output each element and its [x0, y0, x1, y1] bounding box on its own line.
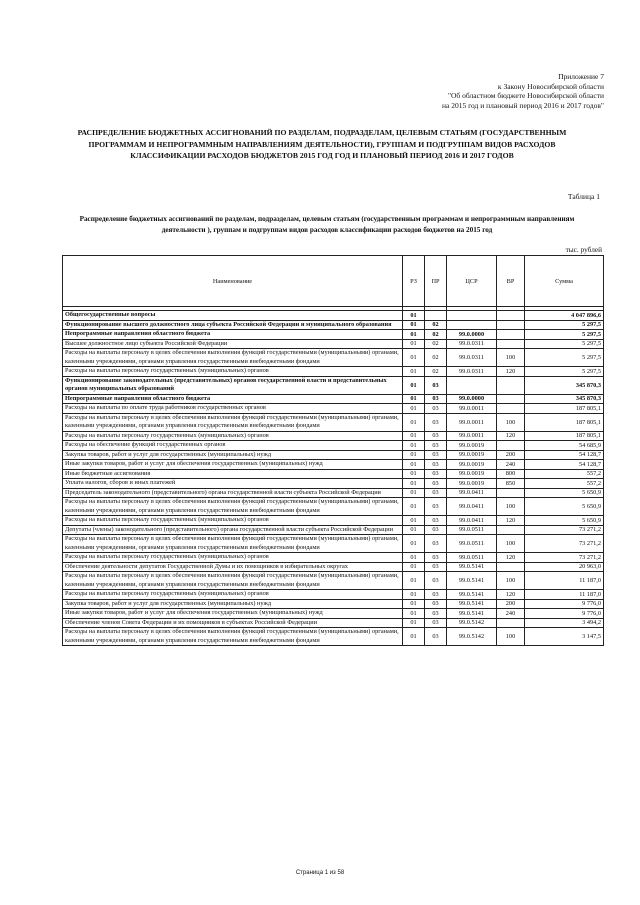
cell-name: Непрограммные направления областного бюджета	[63, 330, 403, 340]
table-row	[63, 349, 604, 367]
cell-sum: 5 650,9	[525, 498, 604, 516]
cell-name: Депутаты (члены) законодательного (представительного) органа государственной власти субъекта Российской Федерации	[63, 525, 403, 535]
appendix-line: на 2015 год и плановый период 2016 и 2017 годов"	[442, 100, 604, 110]
cell-vr	[497, 404, 525, 414]
cell-name: Расходы на обеспечение функций государственных органов	[63, 441, 403, 451]
cell-sum: 345 870,3	[525, 394, 604, 404]
cell-csr: 99.0.0511	[447, 535, 497, 553]
table-row	[63, 562, 604, 572]
cell-sum: 5 297,5	[525, 349, 604, 367]
cell-sum: 11 187,0	[525, 572, 604, 590]
cell-pr: 03	[425, 562, 447, 572]
cell-sum: 73 271,2	[525, 535, 604, 553]
cell-name: Расходы на выплаты персоналу в целях обеспечения выполнения функций государственными (муниципальными) органами, казенными учреждениями, органами управления государственными внебюджетными фондами	[63, 572, 403, 590]
cell-sum: 73 271,2	[525, 553, 604, 563]
appendix-line: "Об областном бюджете Новосибирской области	[447, 91, 604, 100]
cell-rz: 01	[403, 394, 425, 404]
cell-csr: 99.0.0000	[447, 394, 497, 404]
table-label: Таблица 1	[567, 192, 600, 201]
cell-rz: 01	[403, 618, 425, 628]
cell-name: Высшее должностное лицо субъекта Российской Федерации	[63, 339, 403, 349]
cell-vr: 100	[497, 572, 525, 590]
cell-vr	[497, 525, 525, 535]
cell-name: Расходы на выплаты персоналу в целях обеспечения выполнения функций государственными (муниципальными) органами, казенными учреждениями, органами управления государственными внебюджетными фондами	[63, 413, 403, 431]
cell-name: Общегосударственные вопросы	[63, 311, 403, 321]
cell-csr: 99.0.0011	[447, 413, 497, 431]
cell-pr: 03	[425, 404, 447, 414]
document-title: РАСПРЕДЕЛЕНИЕ БЮДЖЕТНЫХ АССИГНОВАНИЙ ПО РАЗДЕЛАМ, ПОДРАЗДЕЛАМ, ЦЕЛЕВЫМ СТАТЬЯМ (ГОСУДАРСТВЕННЫМ ПРОГРАММАМ И НЕПРОГРАММНЫМ НАПРАВЛЕНИЯМ ДЕЯТЕЛЬНОСТИ), ГРУППАМ И ПОДГРУППАМ ВИДОВ РАСХОДОВ КЛАССИФИКАЦИИ РАСХОДОВ БЮДЖЕТОВ 2015 ГОД ГОД И ПЛАНОВЫЙ ПЕРИОД 2016 И 2017 ГОДОВ	[77, 128, 567, 160]
cell-name: Расходы на выплаты персоналу в целях обеспечения выполнения функций государственными (муниципальными) органами, казенными учреждениями, органами управления государственными внебюджетными фондами	[63, 628, 403, 646]
cell-sum: 3 494,2	[525, 618, 604, 628]
cell-vr: 240	[497, 609, 525, 619]
table-row	[63, 553, 604, 563]
cell-rz: 01	[403, 320, 425, 330]
cell-pr: 03	[425, 628, 447, 646]
cell-name: Расходы на выплаты персоналу в целях обеспечения выполнения функций государственными (муниципальными) органами, казенными учреждениями, органами управления государственными внебюджетными фондами	[63, 349, 403, 367]
cell-rz: 01	[403, 488, 425, 498]
cell-rz: 01	[403, 460, 425, 470]
cell-name: Уплата налогов, сборов и иных платежей	[63, 479, 403, 489]
cell-vr: 200	[497, 599, 525, 609]
table-row	[63, 609, 604, 619]
cell-sum: 20 963,0	[525, 562, 604, 572]
cell-rz: 01	[403, 413, 425, 431]
cell-name: Обеспечение членов Совета Федерации и их помощников в субъектах Российской Федерации	[63, 618, 403, 628]
cell-pr: 02	[425, 367, 447, 377]
appendix-line: к Закону Новосибирской области	[497, 81, 604, 91]
table-row	[63, 441, 604, 451]
cell-pr: 03	[425, 498, 447, 516]
cell-csr: 99.0.5141	[447, 562, 497, 572]
cell-csr: 99.0.0311	[447, 339, 497, 349]
cell-rz: 01	[403, 311, 425, 321]
cell-csr: 99.0.0011	[447, 431, 497, 441]
table-row	[63, 450, 604, 460]
cell-rz: 01	[403, 339, 425, 349]
table-row	[63, 330, 604, 340]
cell-vr	[497, 394, 525, 404]
cell-name: Функционирование законодательных (представительных) органов государственной власти и представительных органов муниципальных образований	[63, 376, 403, 394]
cell-vr: 120	[497, 590, 525, 600]
table-row	[63, 376, 604, 394]
cell-pr: 02	[425, 330, 447, 340]
cell-rz: 01	[403, 404, 425, 414]
cell-pr: 03	[425, 516, 447, 526]
cell-rz: 01	[403, 535, 425, 553]
cell-sum: 557,2	[525, 479, 604, 489]
cell-sum: 5 297,5	[525, 339, 604, 349]
appendix-line: Приложение 7	[558, 72, 604, 81]
cell-rz: 01	[403, 525, 425, 535]
cell-rz: 01	[403, 628, 425, 646]
cell-csr: 99.0.0019	[447, 450, 497, 460]
column-header-pr: ПР	[425, 256, 447, 307]
cell-csr: 99.0.5142	[447, 628, 497, 646]
cell-sum: 5 650,9	[525, 488, 604, 498]
units-label: тыс. рублей	[565, 245, 602, 254]
cell-name: Непрограммные направления областного бюджета	[63, 394, 403, 404]
cell-rz: 01	[403, 553, 425, 563]
cell-name: Расходы на выплаты по оплате труда работников государственных органов	[63, 404, 403, 414]
table-row	[63, 628, 604, 646]
cell-vr: 240	[497, 460, 525, 470]
table-row	[63, 525, 604, 535]
cell-pr: 03	[425, 590, 447, 600]
cell-rz: 01	[403, 572, 425, 590]
cell-csr: 99.0.0011	[447, 404, 497, 414]
cell-rz: 01	[403, 349, 425, 367]
cell-pr	[425, 311, 447, 321]
cell-rz: 01	[403, 376, 425, 394]
cell-csr: 99.0.0019	[447, 460, 497, 470]
cell-name: Расходы на выплаты персоналу государственных (муниципальных) органов	[63, 431, 403, 441]
cell-vr: 200	[497, 450, 525, 460]
cell-vr	[497, 311, 525, 321]
cell-pr: 03	[425, 441, 447, 451]
cell-rz: 01	[403, 469, 425, 479]
table-row	[63, 311, 604, 321]
table-row	[63, 572, 604, 590]
cell-csr: 99.0.0000	[447, 330, 497, 340]
cell-sum: 187 805,1	[525, 431, 604, 441]
table-subtitle: Распределение бюджетных ассигнований по разделам, подразделам, целевым статьям (государственным программам и непрограммным направлениям деятельности ), группам и подгруппам видов расходов классификации расходов бюджетов на 2015 год	[79, 215, 575, 234]
column-header-name: Наименование	[63, 256, 403, 307]
cell-rz: 01	[403, 516, 425, 526]
cell-pr: 03	[425, 394, 447, 404]
cell-name: Обеспечение деятельности депутатов Государственной Думы и их помощников в избирательных округах	[63, 562, 403, 572]
cell-name: Расходы на выплаты персоналу государственных (муниципальных) органов	[63, 367, 403, 377]
table-row	[63, 599, 604, 609]
cell-name: Расходы на выплаты персоналу государственных (муниципальных) органов	[63, 590, 403, 600]
cell-vr	[497, 339, 525, 349]
appendix-header	[442, 72, 604, 110]
table-row	[63, 404, 604, 414]
cell-vr: 100	[497, 628, 525, 646]
cell-csr: 99.0.5141	[447, 572, 497, 590]
cell-vr	[497, 488, 525, 498]
cell-sum: 9 776,0	[525, 599, 604, 609]
cell-name: Закупка товаров, работ и услуг для государственных (муниципальных) нужд	[63, 599, 403, 609]
cell-pr: 03	[425, 525, 447, 535]
cell-vr: 800	[497, 469, 525, 479]
cell-sum: 54 128,7	[525, 460, 604, 470]
table-row	[63, 488, 604, 498]
cell-vr	[497, 376, 525, 394]
cell-vr: 120	[497, 553, 525, 563]
cell-sum: 11 187,0	[525, 590, 604, 600]
cell-csr: 99.0.0019	[447, 441, 497, 451]
cell-rz: 01	[403, 367, 425, 377]
cell-sum: 73 271,2	[525, 525, 604, 535]
cell-vr	[497, 320, 525, 330]
cell-vr: 120	[497, 431, 525, 441]
cell-name: Расходы на выплаты персоналу государственных (муниципальных) органов	[63, 553, 403, 563]
table-row	[63, 479, 604, 489]
cell-csr: 99.0.5141	[447, 599, 497, 609]
column-header-sum: Сумма	[525, 256, 604, 307]
cell-pr: 02	[425, 320, 447, 330]
cell-name: Закупка товаров, работ и услуг для государственных (муниципальных) нужд	[63, 450, 403, 460]
cell-name: Председатель законодательного (представительного) органа государственной власти субъекта Российской Федерации	[63, 488, 403, 498]
cell-name: Расходы на выплаты персоналу в целях обеспечения выполнения функций государственными (муниципальными) органами, казенными учреждениями, органами управления государственными внебюджетными фондами	[63, 535, 403, 553]
cell-rz: 01	[403, 330, 425, 340]
cell-csr	[447, 320, 497, 330]
cell-vr	[497, 441, 525, 451]
cell-csr: 99.0.5142	[447, 618, 497, 628]
table-row	[63, 469, 604, 479]
table-row	[63, 460, 604, 470]
cell-rz: 01	[403, 441, 425, 451]
cell-vr	[497, 562, 525, 572]
cell-vr: 120	[497, 367, 525, 377]
table-row	[63, 367, 604, 377]
cell-pr: 03	[425, 553, 447, 563]
cell-pr: 03	[425, 376, 447, 394]
cell-name: Иные закупки товаров, работ и услуг для обеспечения государственных (муниципальных) нужд	[63, 609, 403, 619]
cell-pr: 03	[425, 431, 447, 441]
cell-sum: 5 297,5	[525, 320, 604, 330]
table-row	[63, 516, 604, 526]
cell-rz: 01	[403, 609, 425, 619]
cell-csr: 99.0.0311	[447, 367, 497, 377]
cell-sum: 557,2	[525, 469, 604, 479]
cell-csr: 99.0.5141	[447, 609, 497, 619]
table-row	[63, 320, 604, 330]
cell-csr	[447, 311, 497, 321]
cell-rz: 01	[403, 431, 425, 441]
cell-sum: 5 297,5	[525, 330, 604, 340]
cell-pr: 03	[425, 479, 447, 489]
cell-name: Расходы на выплаты персоналу государственных (муниципальных) органов	[63, 516, 403, 526]
cell-pr: 03	[425, 450, 447, 460]
cell-pr: 03	[425, 618, 447, 628]
table-row	[63, 498, 604, 516]
cell-vr: 850	[497, 479, 525, 489]
cell-pr: 03	[425, 609, 447, 619]
cell-sum: 3 147,5	[525, 628, 604, 646]
cell-csr: 99.0.0411	[447, 498, 497, 516]
table-row	[63, 535, 604, 553]
cell-pr: 03	[425, 535, 447, 553]
cell-name: Расходы на выплаты персоналу в целях обеспечения выполнения функций государственными (муниципальными) органами, казенными учреждениями, органами управления государственными внебюджетными фондами	[63, 498, 403, 516]
cell-csr: 99.0.0019	[447, 469, 497, 479]
cell-csr: 99.0.0411	[447, 516, 497, 526]
cell-rz: 01	[403, 590, 425, 600]
cell-pr: 03	[425, 488, 447, 498]
cell-csr: 99.0.0019	[447, 479, 497, 489]
cell-pr: 03	[425, 572, 447, 590]
table-row	[63, 431, 604, 441]
cell-sum: 54 685,9	[525, 441, 604, 451]
cell-pr: 02	[425, 339, 447, 349]
cell-pr: 03	[425, 460, 447, 470]
table-row	[63, 590, 604, 600]
table-header-row	[63, 256, 604, 307]
table-row	[63, 339, 604, 349]
cell-pr: 03	[425, 413, 447, 431]
cell-csr: 99.0.0511	[447, 525, 497, 535]
cell-rz: 01	[403, 498, 425, 516]
column-header-csr: ЦСР	[447, 256, 497, 307]
cell-sum: 4 047 896,6	[525, 311, 604, 321]
table-body	[63, 311, 604, 646]
cell-vr: 100	[497, 535, 525, 553]
cell-vr	[497, 330, 525, 340]
table-row	[63, 394, 604, 404]
cell-pr: 03	[425, 599, 447, 609]
budget-table	[62, 255, 604, 646]
cell-name: Иные закупки товаров, работ и услуг для обеспечения государственных (муниципальных) нужд	[63, 460, 403, 470]
cell-sum: 345 870,3	[525, 376, 604, 394]
cell-vr: 100	[497, 498, 525, 516]
column-header-rz: РЗ	[403, 256, 425, 307]
page-footer: Страница 1 из 58	[295, 870, 345, 876]
table-row	[63, 618, 604, 628]
cell-csr: 99.0.0311	[447, 349, 497, 367]
cell-pr: 02	[425, 349, 447, 367]
cell-sum: 5 650,9	[525, 516, 604, 526]
cell-sum: 54 128,7	[525, 450, 604, 460]
cell-sum: 187 805,1	[525, 413, 604, 431]
cell-csr: 99.0.5141	[447, 590, 497, 600]
cell-sum: 9 776,0	[525, 609, 604, 619]
cell-vr: 100	[497, 349, 525, 367]
cell-pr: 03	[425, 469, 447, 479]
cell-sum: 187 805,1	[525, 404, 604, 414]
cell-sum: 5 297,5	[525, 367, 604, 377]
cell-rz: 01	[403, 450, 425, 460]
cell-rz: 01	[403, 562, 425, 572]
cell-csr: 99.0.0511	[447, 553, 497, 563]
column-header-vr: ВР	[497, 256, 525, 307]
table-row	[63, 413, 604, 431]
cell-vr	[497, 618, 525, 628]
cell-name: Функционирование высшего должностного лица субъекта Российской Федерации и муниципального образования	[63, 320, 403, 330]
cell-name: Иные бюджетные ассигнования	[63, 469, 403, 479]
cell-csr	[447, 376, 497, 394]
cell-csr: 99.0.0411	[447, 488, 497, 498]
cell-rz: 01	[403, 599, 425, 609]
cell-rz: 01	[403, 479, 425, 489]
cell-vr: 120	[497, 516, 525, 526]
cell-vr: 100	[497, 413, 525, 431]
